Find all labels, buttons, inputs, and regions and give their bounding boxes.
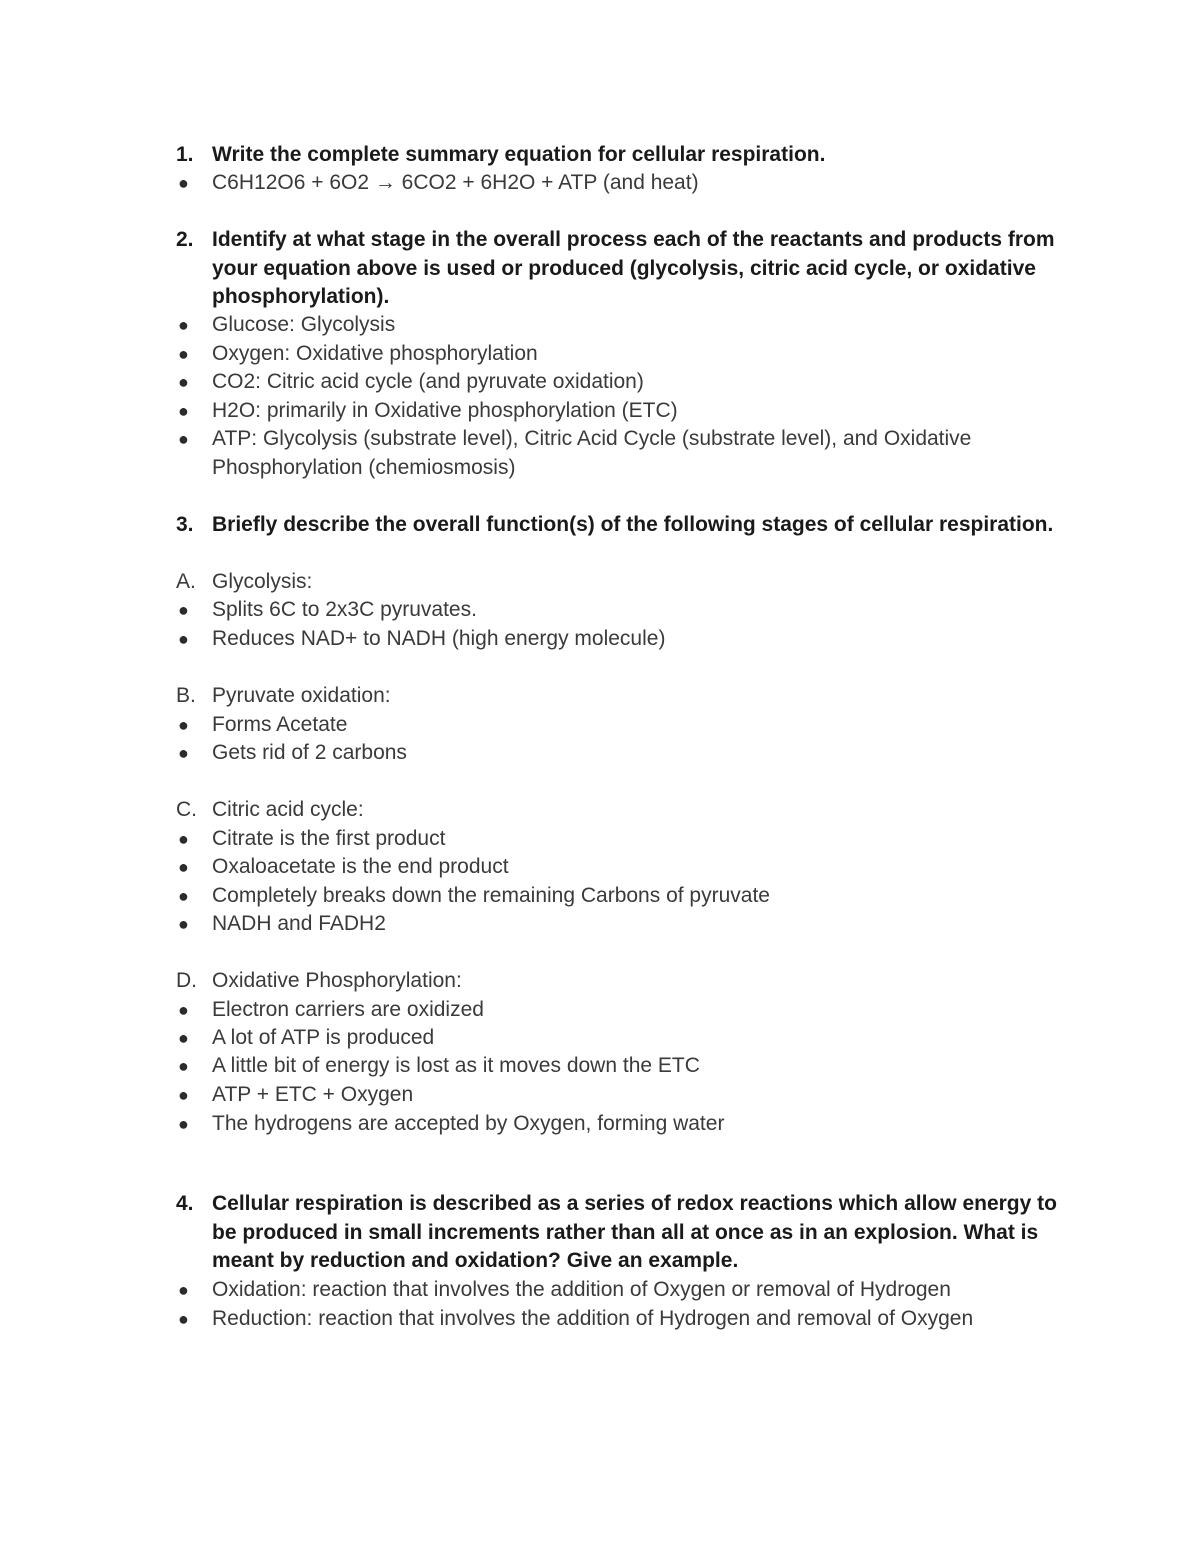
bullet-icon: ●: [178, 629, 189, 649]
list-item: [176, 882, 1076, 911]
section-heading-citric-acid-cycle: [176, 796, 1076, 825]
bullet-icon: ●: [178, 1000, 189, 1020]
bullet-icon: ●: [178, 1028, 189, 1048]
bullet-icon: ●: [178, 344, 189, 364]
bullet-icon: ●: [178, 1114, 189, 1134]
list-item: [176, 425, 1076, 482]
section-letter: A.: [176, 570, 196, 593]
bullet-icon: ●: [178, 857, 189, 877]
section-letter: D.: [176, 969, 197, 992]
list-item: [176, 397, 1076, 426]
answer-text: Reduction: reaction that involves the addition of Hydrogen and removal of Oxygen: [212, 1307, 974, 1330]
answer-text: Glucose: Glycolysis: [212, 313, 396, 336]
question-prompt: Cellular respiration is described as a series of redox reactions which allow energy to be produced in small increments rather than all at once as in an explosion. What is meant by reduction and oxidation? Give an example.: [212, 1192, 1057, 1272]
bullet-icon: ●: [178, 429, 189, 449]
bullet-icon: ●: [178, 715, 189, 735]
answer-text: H2O: primarily in Oxidative phosphorylation (ETC): [212, 399, 678, 422]
question-1: [176, 141, 1076, 170]
bullet-icon: ●: [178, 173, 189, 193]
section-title: Pyruvate oxidation:: [212, 684, 391, 707]
question-2: [176, 226, 1076, 312]
bullet-icon: ●: [178, 886, 189, 906]
section-heading-glycolysis: [176, 568, 1076, 597]
section-letter: B.: [176, 684, 196, 707]
list-item: [176, 1081, 1076, 1110]
list-item: [176, 625, 1076, 654]
list-item: [176, 996, 1076, 1025]
answer-text: C6H12O6 + 6O2 → 6CO2 + 6H2O + ATP (and heat): [212, 171, 699, 194]
list-item: [176, 1052, 1076, 1081]
answer-text: CO2: Citric acid cycle (and pyruvate oxidation): [212, 370, 644, 393]
question-number: 1.: [176, 143, 194, 166]
list-item: [176, 1024, 1076, 1053]
question-number: 4.: [176, 1192, 194, 1215]
answer-text: ATP + ETC + Oxygen: [212, 1083, 414, 1106]
list-item: [176, 1110, 1076, 1139]
list-item: [176, 311, 1076, 340]
question-prompt: Identify at what stage in the overall process each of the reactants and products from your equation above is used or produced (glycolysis, citric acid cycle, or oxidative phosphorylation).: [212, 228, 1055, 308]
answer-text: Splits 6C to 2x3C pyruvates.: [212, 598, 477, 621]
bullet-icon: ●: [178, 372, 189, 392]
list-item: [176, 169, 1076, 198]
answer-text: The hydrogens are accepted by Oxygen, forming water: [212, 1112, 725, 1135]
answer-text: Reduces NAD+ to NADH (high energy molecule): [212, 627, 666, 650]
answer-text: Completely breaks down the remaining Carbons of pyruvate: [212, 884, 770, 907]
answer-text: ATP: Glycolysis (substrate level), Citric Acid Cycle (substrate level), and Oxidative Phosphorylation (chemiosmosis): [212, 427, 972, 479]
list-item: [176, 825, 1076, 854]
bullet-icon: ●: [178, 743, 189, 763]
list-item: [176, 368, 1076, 397]
list-item: [176, 910, 1076, 939]
bullet-icon: ●: [178, 401, 189, 421]
answer-text: A lot of ATP is produced: [212, 1026, 435, 1049]
list-item: [176, 853, 1076, 882]
answer-text: Electron carriers are oxidized: [212, 998, 484, 1021]
bullet-icon: ●: [178, 1309, 189, 1329]
answer-text: A little bit of energy is lost as it moves down the ETC: [212, 1054, 700, 1077]
question-3: [176, 511, 1076, 540]
list-item: [176, 711, 1076, 740]
answer-text: Oxaloacetate is the end product: [212, 855, 509, 878]
question-prompt: Briefly describe the overall function(s) of the following stages of cellular respiration.: [212, 513, 1054, 536]
list-item: [176, 739, 1076, 768]
bullet-icon: ●: [178, 600, 189, 620]
bullet-icon: ●: [178, 1085, 189, 1105]
section-letter: C.: [176, 798, 197, 821]
answer-text: NADH and FADH2: [212, 912, 386, 935]
answer-text: Citrate is the first product: [212, 827, 446, 850]
bullet-icon: ●: [178, 1056, 189, 1076]
list-item: [176, 340, 1076, 369]
question-prompt: Write the complete summary equation for cellular respiration.: [212, 143, 826, 166]
bullet-icon: ●: [178, 315, 189, 335]
answer-text: Oxygen: Oxidative phosphorylation: [212, 342, 538, 365]
question-number: 2.: [176, 228, 194, 251]
bullet-icon: ●: [178, 829, 189, 849]
answer-text: Gets rid of 2 carbons: [212, 741, 407, 764]
section-heading-pyruvate-oxidation: [176, 682, 1076, 711]
list-item: [176, 1276, 1076, 1305]
list-item: [176, 1305, 1076, 1334]
section-heading-oxidative-phosphorylation: [176, 967, 1076, 996]
bullet-icon: ●: [178, 914, 189, 934]
section-title: Glycolysis:: [212, 570, 313, 593]
question-number: 3.: [176, 513, 194, 536]
bullet-icon: ●: [178, 1280, 189, 1300]
answer-text: Oxidation: reaction that involves the addition of Oxygen or removal of Hydrogen: [212, 1278, 951, 1301]
list-item: [176, 596, 1076, 625]
answer-text: Forms Acetate: [212, 713, 348, 736]
question-4: [176, 1190, 1076, 1276]
section-title: Citric acid cycle:: [212, 798, 364, 821]
section-title: Oxidative Phosphorylation:: [212, 969, 462, 992]
